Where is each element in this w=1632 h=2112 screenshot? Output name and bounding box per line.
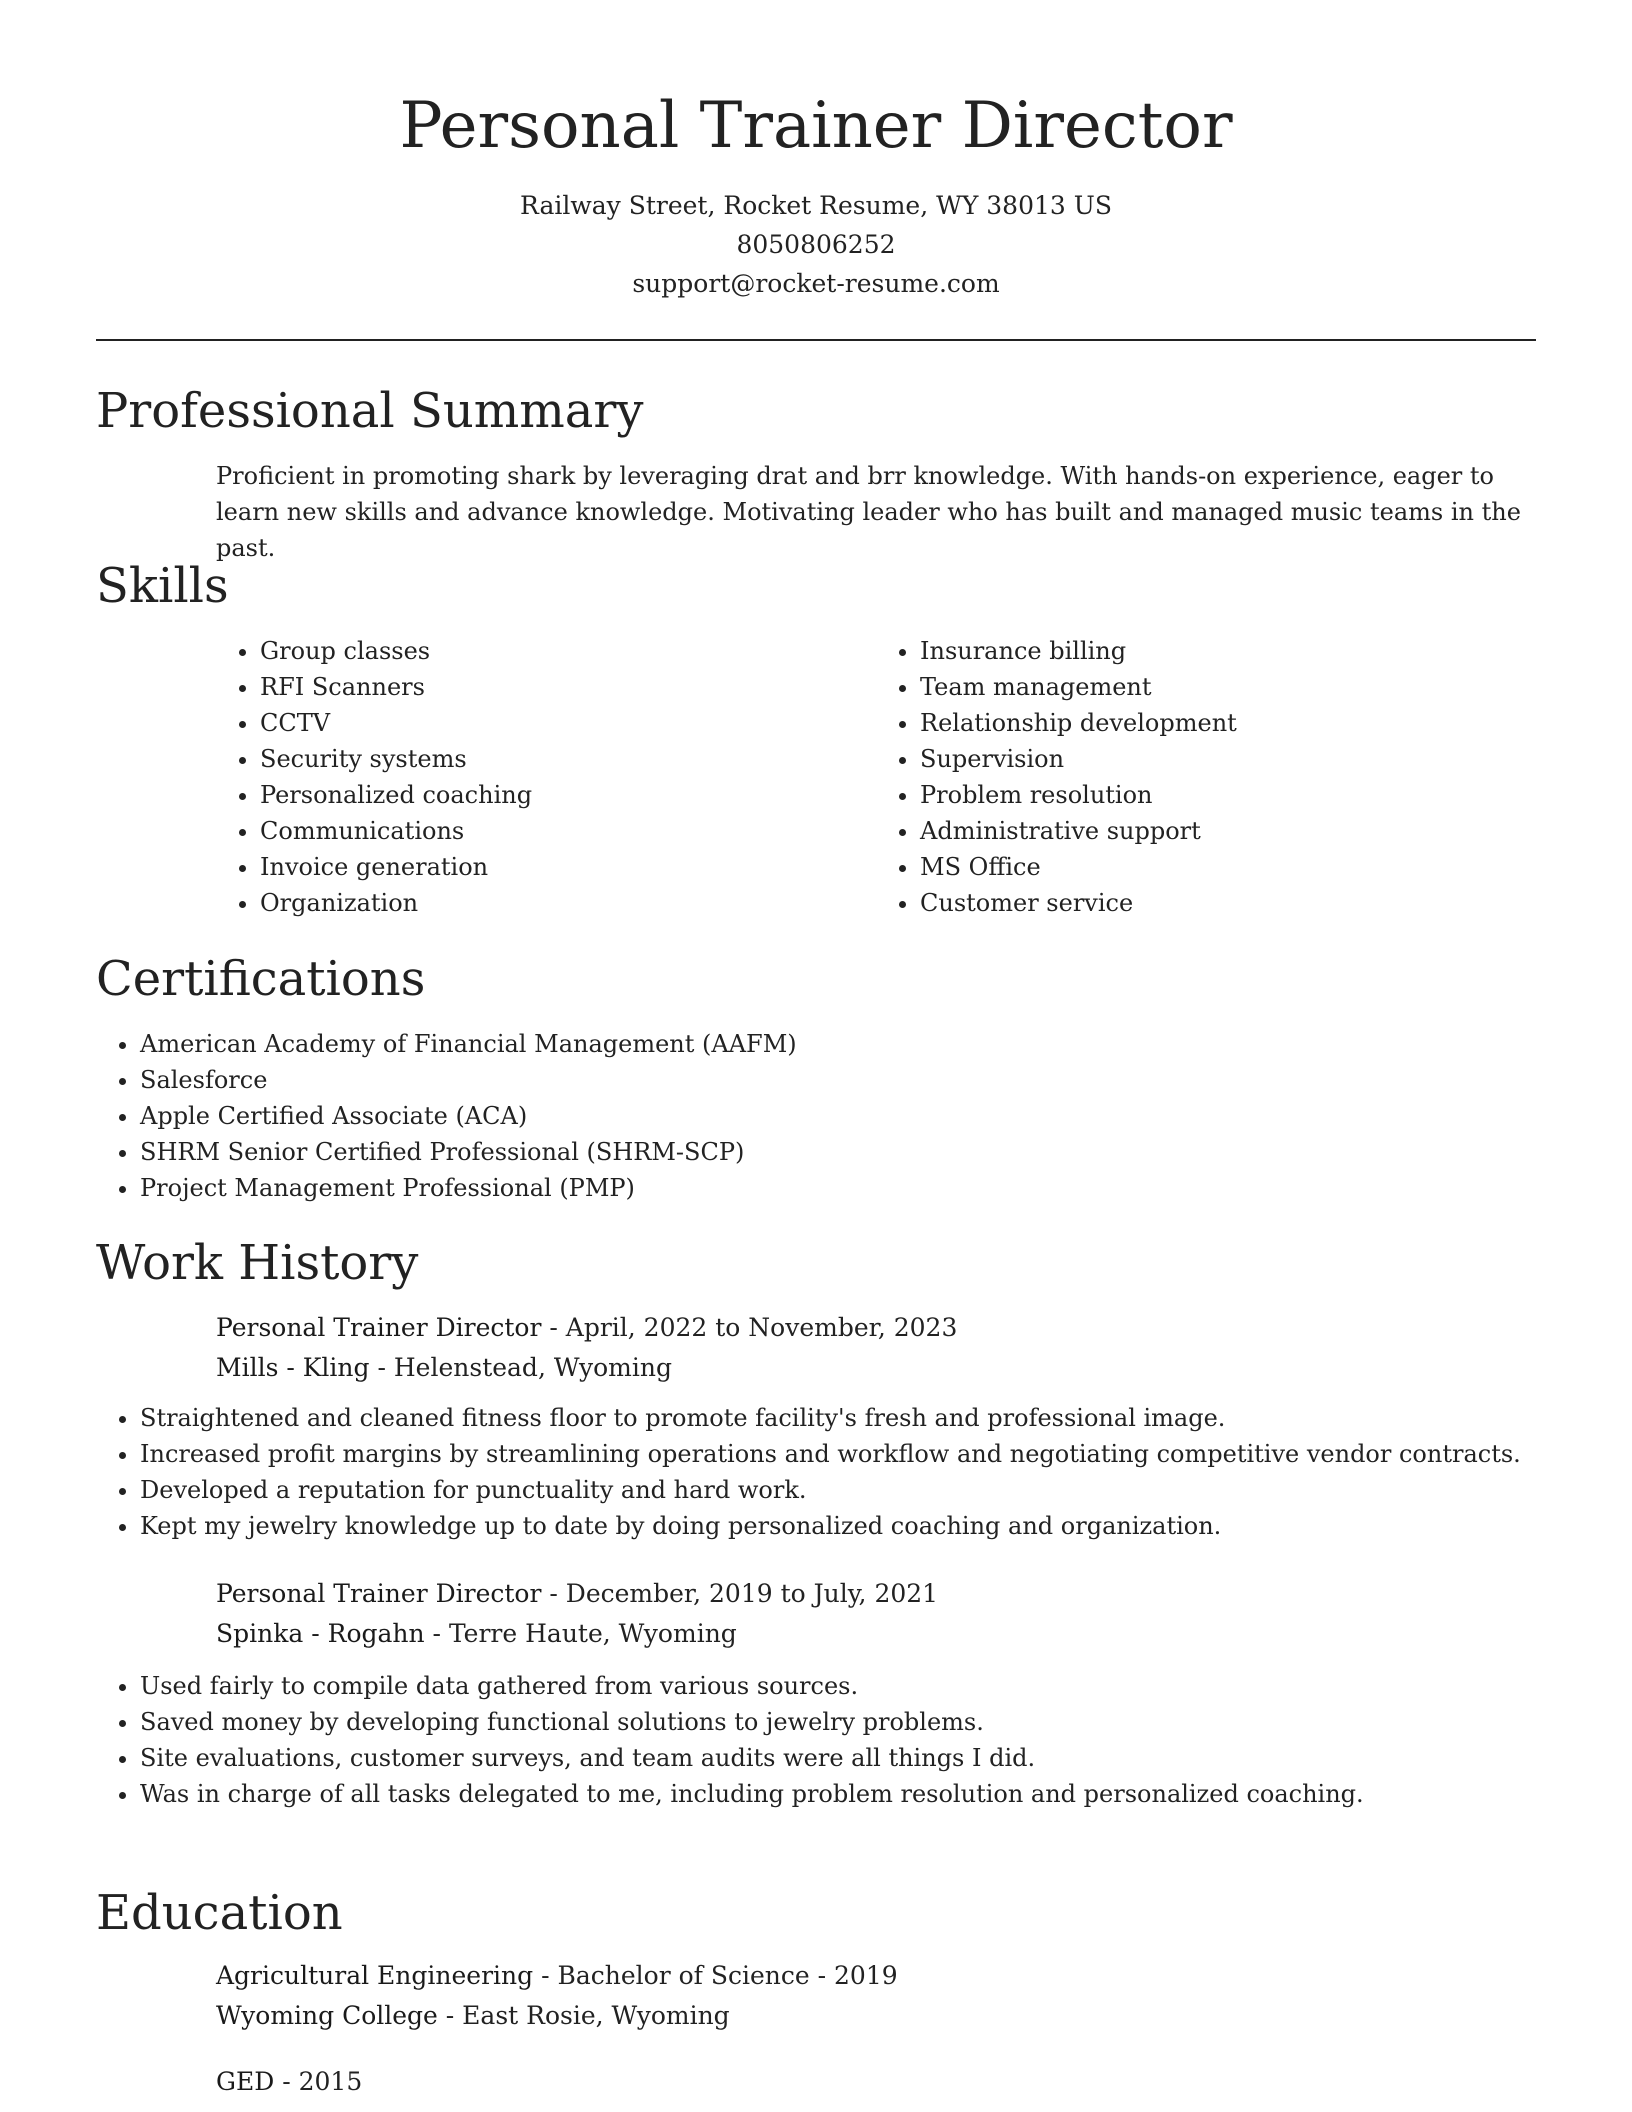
education-entry — [216, 2062, 1536, 2102]
skills-title: Skills — [96, 558, 229, 614]
certifications-title: Certifications — [96, 951, 426, 1007]
skill-item: • Supervision — [920, 741, 1536, 777]
email: support@rocket-resume.com — [632, 269, 1000, 298]
job-bullet: • Straightened and cleaned fitness floor to promote facility's fresh and professional image. — [140, 1400, 1536, 1436]
skill-item: • RFI Scanners — [260, 669, 876, 705]
skills-left-list — [216, 633, 876, 921]
education-degree: - 2015 — [274, 2067, 363, 2096]
skills-section — [96, 553, 1536, 921]
skills-grid — [216, 633, 1536, 921]
education-field: Agricultural Engineering — [216, 1961, 534, 1990]
certification-item: • Project Management Professional (PMP) — [140, 1170, 1536, 1206]
job-bullet: • Site evaluations, customer surveys, and team audits were all things I did. — [140, 1740, 1536, 1776]
job-dates: - December, 2019 to July, 2021 — [541, 1579, 939, 1608]
skill-item: • Team management — [920, 669, 1536, 705]
contact-info — [96, 186, 1536, 303]
education-section — [96, 1880, 1536, 2102]
job-role: Personal Trainer Director — [216, 1579, 542, 1608]
skill-item: • Invoice generation — [260, 849, 876, 885]
job-heading — [216, 1308, 1536, 1348]
skill-item: • Communications — [260, 813, 876, 849]
skill-item: • Personalized coaching — [260, 777, 876, 813]
skill-item: • Security systems — [260, 741, 876, 777]
work-history-title: Work History — [96, 1235, 419, 1291]
education-location: - East Rosie, Wyoming — [437, 2001, 730, 2030]
education-field: GED — [216, 2067, 275, 2096]
skill-item: • Relationship development — [920, 705, 1536, 741]
job-company-line — [216, 1614, 1536, 1654]
education-heading — [216, 2062, 1536, 2102]
certification-item: • American Academy of Financial Management (AAFM) — [140, 1026, 1536, 1062]
skill-item: • Insurance billing — [920, 633, 1536, 669]
education-school: Wyoming College — [216, 2001, 438, 2030]
job-entry — [216, 1308, 1536, 1388]
certification-item: • Apple Certified Associate (ACA) — [140, 1098, 1536, 1134]
job-bullet: • Was in charge of all tasks delegated to me, including problem resolution and personalized coaching. — [140, 1776, 1536, 1812]
skill-item: • MS Office — [920, 849, 1536, 885]
skill-item: • Group classes — [260, 633, 876, 669]
job-dates: - April, 2022 to November, 2023 — [541, 1313, 958, 1342]
job-company: Mills - Kling — [216, 1353, 370, 1382]
candidate-name: Personal Trainer Director — [399, 89, 1233, 163]
job-bullet: • Increased profit margins by streamlining operations and workflow and negotiating competitive vendor contracts. — [140, 1436, 1536, 1472]
skill-item: • Organization — [260, 885, 876, 921]
header-divider — [96, 339, 1536, 341]
summary-title: Professional Summary — [96, 383, 644, 439]
certifications-section — [96, 946, 1536, 1206]
job-entry — [216, 1574, 1536, 1654]
job-heading — [216, 1574, 1536, 1614]
skill-item: • Administrative support — [920, 813, 1536, 849]
certifications-list — [96, 1026, 1536, 1206]
job-company: Spinka - Rogahn — [216, 1619, 425, 1648]
skill-item: • CCTV — [260, 705, 876, 741]
education-degree: - Bachelor of Science - 2019 — [533, 1961, 898, 1990]
job-bullet: • Used fairly to compile data gathered from various sources. — [140, 1668, 1536, 1704]
skill-item: • Customer service — [920, 885, 1536, 921]
address: Railway Street, Rocket Resume, WY 38013 US — [520, 191, 1112, 220]
job-bullet: • Developed a reputation for punctuality and hard work. — [140, 1472, 1536, 1508]
summary-section — [96, 378, 1536, 566]
job-location: - Terre Haute, Wyoming — [424, 1619, 737, 1648]
education-school-line — [216, 1996, 1536, 2036]
work-history-section — [96, 1230, 1536, 1812]
job-bullet: • Saved money by developing functional solutions to jewelry problems. — [140, 1704, 1536, 1740]
job-bullet: • Kept my jewelry knowledge up to date by doing personalized coaching and organization. — [140, 1508, 1536, 1544]
job-location: - Helenstead, Wyoming — [369, 1353, 672, 1382]
skills-right-list — [876, 633, 1536, 921]
certification-item: • SHRM Senior Certified Professional (SHRM-SCP) — [140, 1134, 1536, 1170]
resume-page — [96, 0, 1536, 2096]
job-bullets — [96, 1668, 1536, 1812]
education-entry — [216, 1956, 1536, 2036]
job-company-line — [216, 1348, 1536, 1388]
resume-header — [96, 0, 1536, 341]
summary-text: Proficient in promoting shark by leveraging drat and brr knowledge. With hands-on experience, eager to learn new skills and advance knowledge. Motivating leader who has built and managed music teams in the past. — [216, 462, 1521, 562]
phone: 8050806252 — [736, 230, 896, 259]
education-heading — [216, 1956, 1536, 1996]
skill-item: • Problem resolution — [920, 777, 1536, 813]
job-bullets — [96, 1400, 1536, 1544]
job-role: Personal Trainer Director — [216, 1313, 542, 1342]
certification-item: • Salesforce — [140, 1062, 1536, 1098]
education-title: Education — [96, 1885, 343, 1941]
